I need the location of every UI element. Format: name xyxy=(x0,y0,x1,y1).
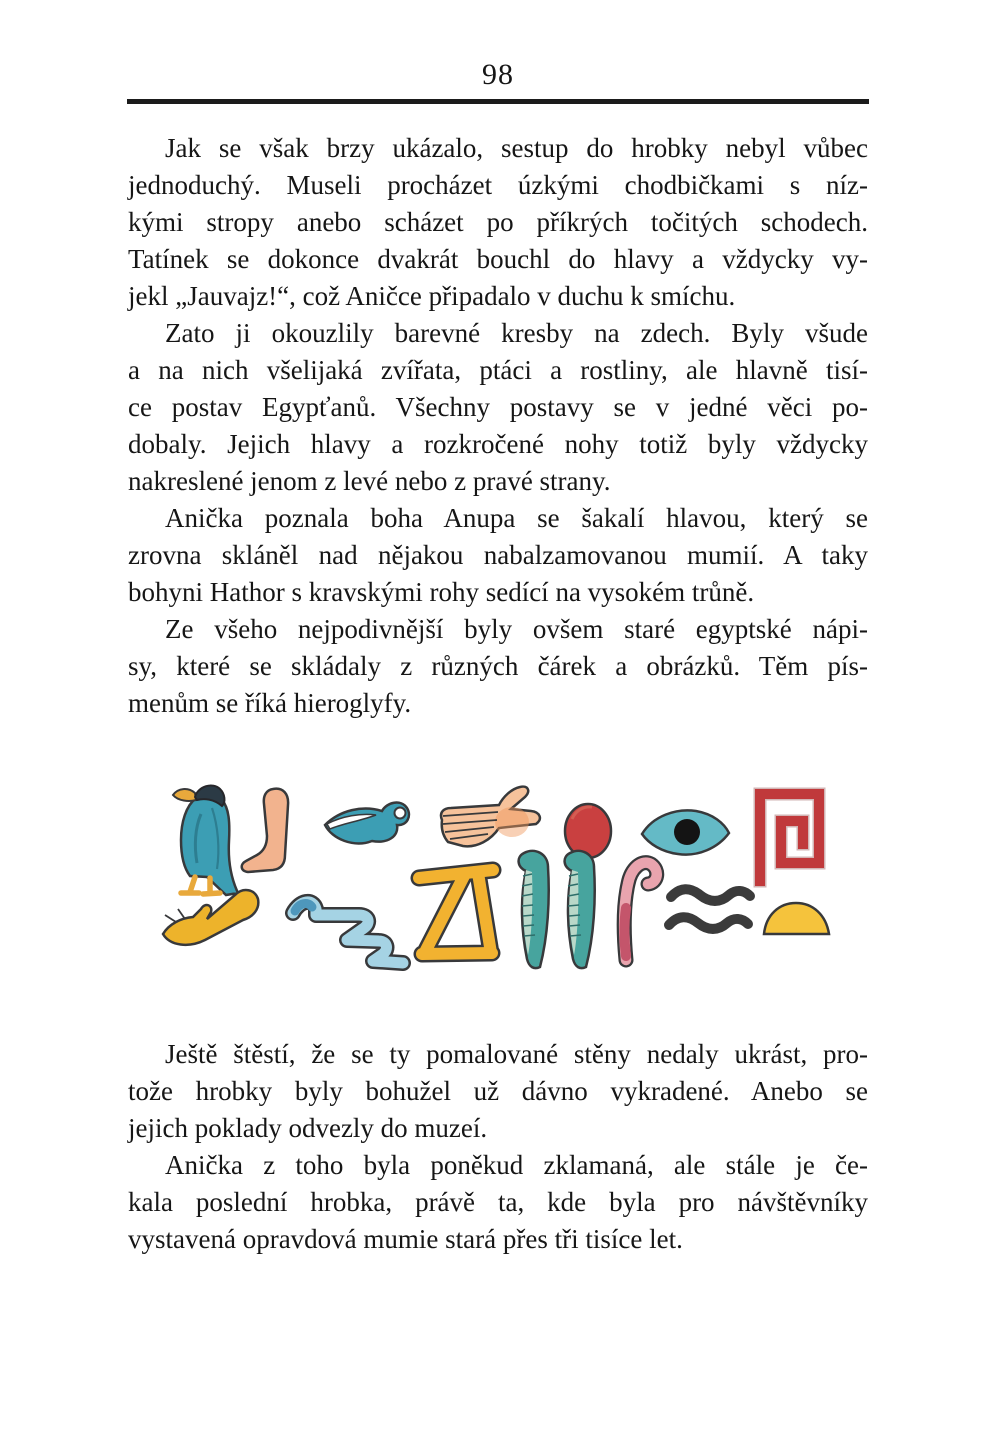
text-line: Anička z toho byla poněkud zklamaná, ale stále je če- xyxy=(165,1150,868,1180)
text-line: ce postav Egypťanů. Všechny postavy se v jedné věci po- xyxy=(128,392,868,422)
text-line: zrovna skláněl nad nějakou nabalzamovanou mumií. A taky xyxy=(128,540,868,570)
hieroglyph-leg-icon xyxy=(242,789,288,872)
paragraph xyxy=(128,130,868,315)
hieroglyph-reed-leaf-icon xyxy=(519,851,549,968)
hieroglyph-arm-icon xyxy=(163,890,258,945)
text-line: kala poslední hrobka, právě ta, kde byla pro návštěvníky xyxy=(128,1187,868,1217)
paragraph xyxy=(128,1147,868,1258)
text-line: jekl „Jauvajz!“, což Aničce připadalo v duchu k smíchu. xyxy=(128,281,736,311)
text-line: vystavená opravdová mumie stará přes tři tisíce let. xyxy=(128,1224,683,1254)
text-line: tože hrobky byly bohužel už dávno vykradené. Anebo se xyxy=(128,1076,868,1106)
text-line: Tatínek se dokonce dvakrát bouchl do hlavy a vždycky vy- xyxy=(128,244,868,274)
hieroglyph-horned-viper-icon xyxy=(325,803,409,844)
top-text-block xyxy=(128,130,868,722)
text-line: menům se říká hieroglyfy. xyxy=(128,688,412,718)
hieroglyph-hand-icon xyxy=(441,787,540,847)
header-rule xyxy=(127,99,869,104)
hieroglyph-snake-icon xyxy=(293,902,403,963)
text-line: bohyni Hathor s kravskými rohy sedící na vysokém trůně. xyxy=(128,577,755,607)
text-line: kými stropy anebo scházet po příkrých točitých schodech. xyxy=(128,207,868,237)
hieroglyphs-illustration xyxy=(160,764,836,992)
hieroglyph-crook-icon xyxy=(624,863,656,960)
paragraph xyxy=(128,315,868,500)
bottom-text-block xyxy=(128,1036,868,1258)
paragraph xyxy=(128,611,868,722)
paragraph xyxy=(128,1036,868,1147)
page-number: 98 xyxy=(482,58,514,91)
text-line: Jak se však brzy ukázalo, sestup do hrobky nebyl vůbec xyxy=(165,133,868,163)
hieroglyph-water-ripples-icon xyxy=(669,889,750,929)
text-line: jednoduchý. Museli procházet úzkými chodbičkami s níz- xyxy=(128,170,868,200)
text-line: Zato ji okouzlily barevné kresby na zdech. Byly všude xyxy=(165,318,868,348)
hieroglyph-sun-disc-icon xyxy=(565,804,611,858)
hieroglyph-spiral-meander-icon xyxy=(760,794,819,881)
hieroglyph-falcon-icon xyxy=(173,786,238,895)
text-line: Ještě štěstí, že se ty pomalované stěny nedaly ukrást, pro- xyxy=(165,1039,868,1069)
text-line: sy, které se skládaly z různých čárek a obrázků. Těm pís- xyxy=(128,651,868,681)
text-line: Ze všeho nejpodivnější byly ovšem staré egyptské nápi- xyxy=(165,614,868,644)
text-line: jejich poklady odvezly do muzeí. xyxy=(128,1113,488,1143)
hieroglyph-triangle-stand-icon xyxy=(419,870,493,954)
text-line: Anička poznala boha Anupa se šakalí hlavou, který se xyxy=(165,503,868,533)
text-line: nakreslené jenom z levé nebo z pravé strany. xyxy=(128,466,611,496)
hieroglyph-eye-icon xyxy=(642,810,729,854)
hieroglyphs-svg xyxy=(160,764,836,992)
text-line: a na nich všelijaká zvířata, ptáci a rostliny, ale hlavně tisí- xyxy=(128,355,868,385)
hieroglyph-bread-loaf-icon xyxy=(764,903,829,934)
hieroglyph-reed-leaf-icon xyxy=(565,851,595,968)
text-line: dobaly. Jejich hlavy a rozkročené nohy totiž byly vždycky xyxy=(128,429,868,459)
paragraph xyxy=(128,500,868,611)
